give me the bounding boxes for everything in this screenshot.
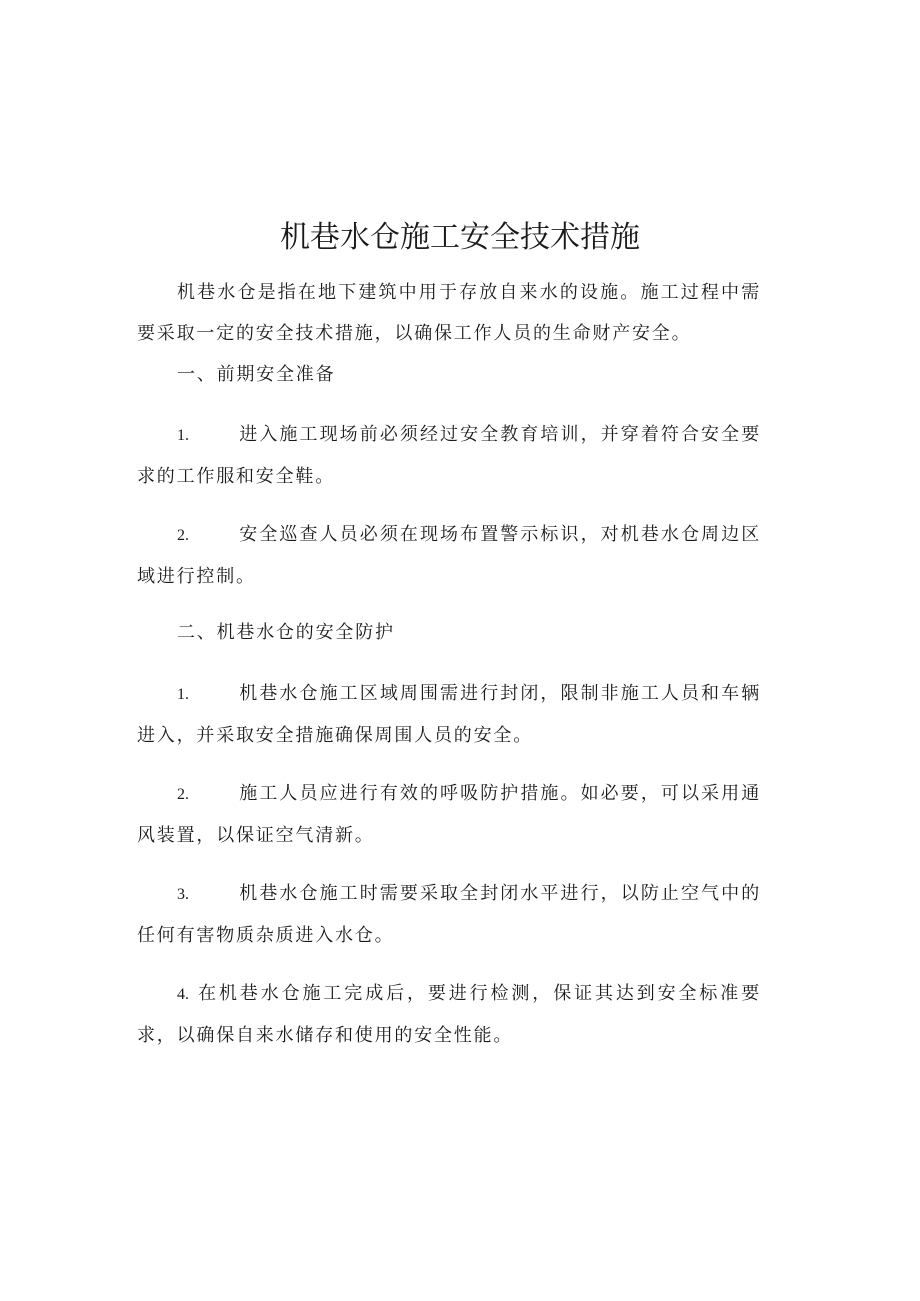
section-1-item-2	[137, 514, 761, 597]
section-heading-2: 二、机巷水仓的安全防护	[177, 622, 395, 643]
item-number: 1.	[177, 427, 189, 444]
item-number: 4.	[177, 986, 189, 1003]
section-2-item-4	[137, 973, 761, 1056]
item-text: 进入施工现场前必须经过安全教育培训，并穿着符合安全要求的工作服和安全鞋。	[137, 424, 761, 487]
section-2-item-3	[137, 873, 761, 956]
section-heading-1: 一、前期安全准备	[177, 364, 336, 385]
item-text: 安全巡查人员必须在现场布置警示标识，对机巷水仓周边区域进行控制。	[137, 524, 761, 587]
document-title: 机巷水仓施工安全技术措施	[280, 220, 640, 255]
item-number: 3.	[177, 886, 189, 903]
item-number: 2.	[177, 527, 189, 544]
item-number: 2.	[177, 786, 189, 803]
item-text: 在机巷水仓施工完成后，要进行检测，保证其达到安全标准要求，以确保自来水储存和使用的安全性能。	[137, 983, 761, 1046]
section-2-item-2	[137, 773, 761, 856]
section-1-item-1	[137, 414, 761, 497]
section-2-item-1	[137, 673, 761, 756]
intro-paragraph: 机巷水仓是指在地下建筑中用于存放自来水的设施。施工过程中需要采取一定的安全技术措施，以确保工作人员的生命财产安全。	[137, 282, 761, 344]
item-number: 1.	[177, 686, 189, 703]
item-text: 机巷水仓施工时需要采取全封闭水平进行，以防止空气中的任何有害物质杂质进入水仓。	[137, 883, 761, 946]
item-text: 施工人员应进行有效的呼吸防护措施。如必要，可以采用通风装置，以保证空气清新。	[137, 783, 761, 846]
item-text: 机巷水仓施工区域周围需进行封闭，限制非施工人员和车辆进入，并采取安全措施确保周围人员的安全。	[137, 683, 761, 746]
